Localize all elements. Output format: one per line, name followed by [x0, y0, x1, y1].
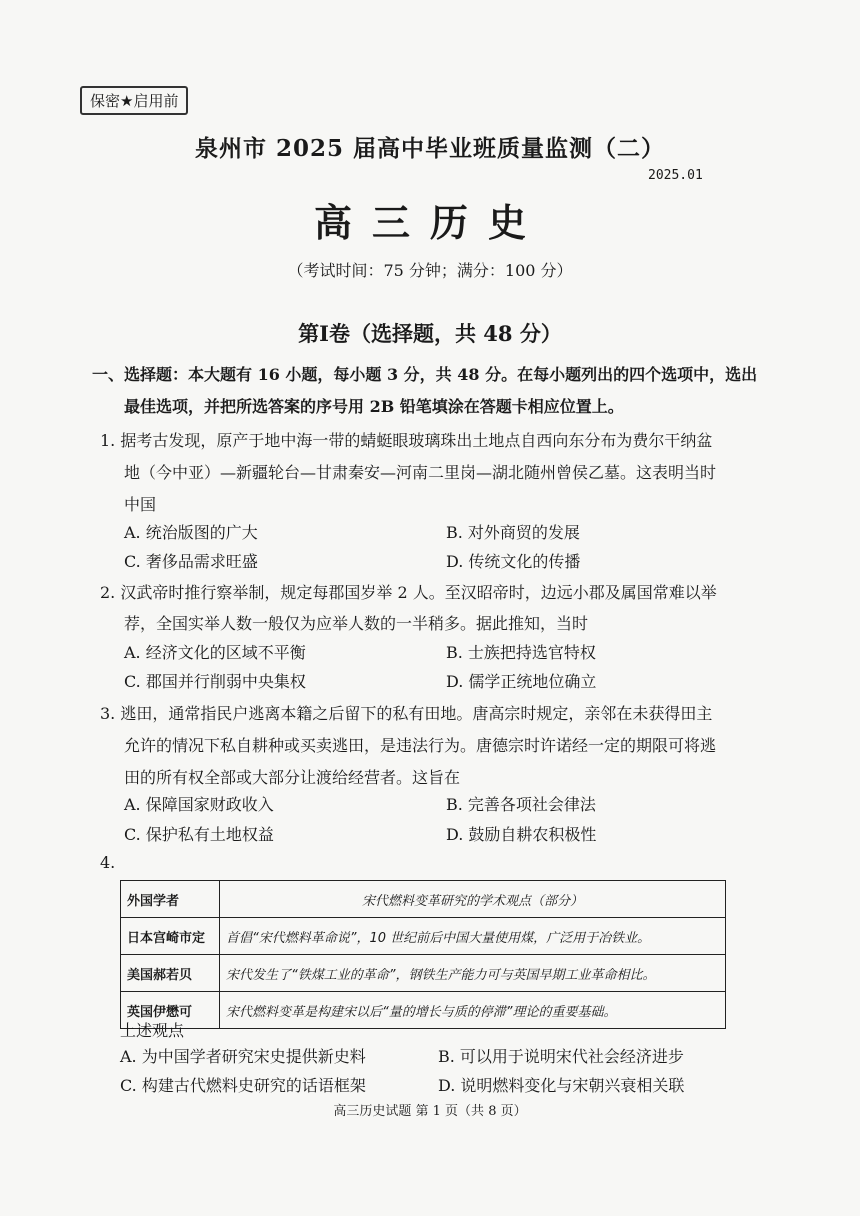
- q1-stem-line: 1. 据考古发现，原产于地中海一带的蜻蜓眼玻璃珠出土地点自西向东分布为费尔干纳盆: [100, 431, 713, 450]
- exam-info: （考试时间：75 分钟；满分：100 分）: [287, 261, 573, 280]
- scholar-viewpoints-table: [120, 880, 726, 1029]
- q3-stem-line: 3. 逃田，通常指民户逃离本籍之后留下的私有田地。唐高宗时规定，亲邻在未获得田主: [100, 704, 713, 723]
- q3-stem-line: 允许的情况下私自耕种或买卖逃田，是违法行为。唐德宗时许诺经一定的期限可将逃: [124, 736, 717, 755]
- page-footer: 高三历史试题 第 1 页（共 8 页）: [333, 1104, 527, 1119]
- q3-option-a[interactable]: A. 保障国家财政收入: [124, 795, 274, 814]
- q4-option-b[interactable]: B. 可以用于说明宋代社会经济进步: [438, 1047, 684, 1066]
- q4-option-a[interactable]: A. 为中国学者研究宋史提供新史料: [120, 1047, 366, 1066]
- table-cell-viewpoint: 宋代发生了“铁煤工业的革命”，钢铁生产能力可与英国早期工业革命相比。: [220, 955, 726, 992]
- q2-option-b[interactable]: B. 士族把持选官特权: [446, 643, 596, 662]
- q3-option-b[interactable]: B. 完善各项社会律法: [446, 795, 596, 814]
- q4-number: 4.: [100, 853, 116, 872]
- q3-option-d[interactable]: D. 鼓励自耕农积极性: [446, 825, 597, 844]
- q3-option-c[interactable]: C. 保护私有土地权益: [124, 825, 274, 844]
- instructions-line-2: 最佳选项，并把所选答案的序号用 2B 铅笔填涂在答题卡相应位置上。: [124, 397, 624, 416]
- q1-option-a[interactable]: A. 统治版图的广大: [124, 523, 258, 542]
- q2-option-c[interactable]: C. 郡国并行削弱中央集权: [124, 672, 306, 691]
- q4-option-c[interactable]: C. 构建古代燃料史研究的话语框架: [120, 1076, 366, 1095]
- table-row: [121, 992, 726, 1029]
- q1-stem-line: 地（今中亚）—新疆轮台—甘肃秦安—河南二里岗—湖北随州曾侯乙墓。这表明当时: [124, 463, 717, 482]
- table-cell-viewpoint: 首倡“宋代燃料革命说”，10 世纪前后中国大量使用煤，广泛用于冶铁业。: [220, 918, 726, 955]
- q1-option-b[interactable]: B. 对外商贸的发展: [446, 523, 580, 542]
- q1-stem-line: 中国: [124, 495, 157, 514]
- exam-date: 2025.01: [648, 168, 703, 183]
- q4-option-d[interactable]: D. 说明燃料变化与宋朝兴衰相关联: [438, 1076, 685, 1095]
- table-row: [121, 955, 726, 992]
- q2-option-d[interactable]: D. 儒学正统地位确立: [446, 672, 597, 691]
- exam-title: 泉州市 2025 届高中毕业班质量监测（二）: [194, 135, 666, 162]
- table-header-cell: 外国学者: [121, 881, 220, 918]
- q2-stem-line: 2. 汉武帝时推行察举制，规定每郡国岁举 2 人。至汉昭帝时，边远小郡及属国常难以举: [100, 583, 717, 602]
- table-header-row: [121, 881, 726, 918]
- q1-option-c[interactable]: C. 奢侈品需求旺盛: [124, 552, 258, 571]
- table-cell-scholar: 美国郝若贝: [121, 955, 220, 992]
- q3-stem-line: 田的所有权全部或大部分让渡给经营者。这旨在: [124, 768, 461, 787]
- table-header-cell: 宋代燃料变革研究的学术观点（部分）: [220, 881, 726, 918]
- table-cell-scholar: 日本宫崎市定: [121, 918, 220, 955]
- table-cell-viewpoint: 宋代燃料变革是构建宋以后“量的增长与质的停滞”理论的重要基础。: [220, 992, 726, 1029]
- section-title: 第Ⅰ卷（选择题，共 48 分）: [298, 321, 562, 346]
- q1-option-d[interactable]: D. 传统文化的传播: [446, 552, 581, 571]
- subject-title: 高三历史: [313, 200, 546, 245]
- table-cell-scholar: 英国伊懋可: [121, 992, 220, 1029]
- q2-option-a[interactable]: A. 经济文化的区域不平衡: [124, 643, 306, 662]
- q2-stem-line: 荐，全国实举人数一般仅为应举人数的一半稍多。据此推知，当时: [124, 614, 589, 633]
- confidential-stamp: 保密★启用前: [80, 86, 188, 115]
- q4-stem-line: 上述观点: [120, 1021, 185, 1040]
- instructions-line-1: 一、选择题：本大题有 16 小题，每小题 3 分，共 48 分。在每小题列出的四个选项中，选出: [92, 365, 758, 384]
- table-row: [121, 918, 726, 955]
